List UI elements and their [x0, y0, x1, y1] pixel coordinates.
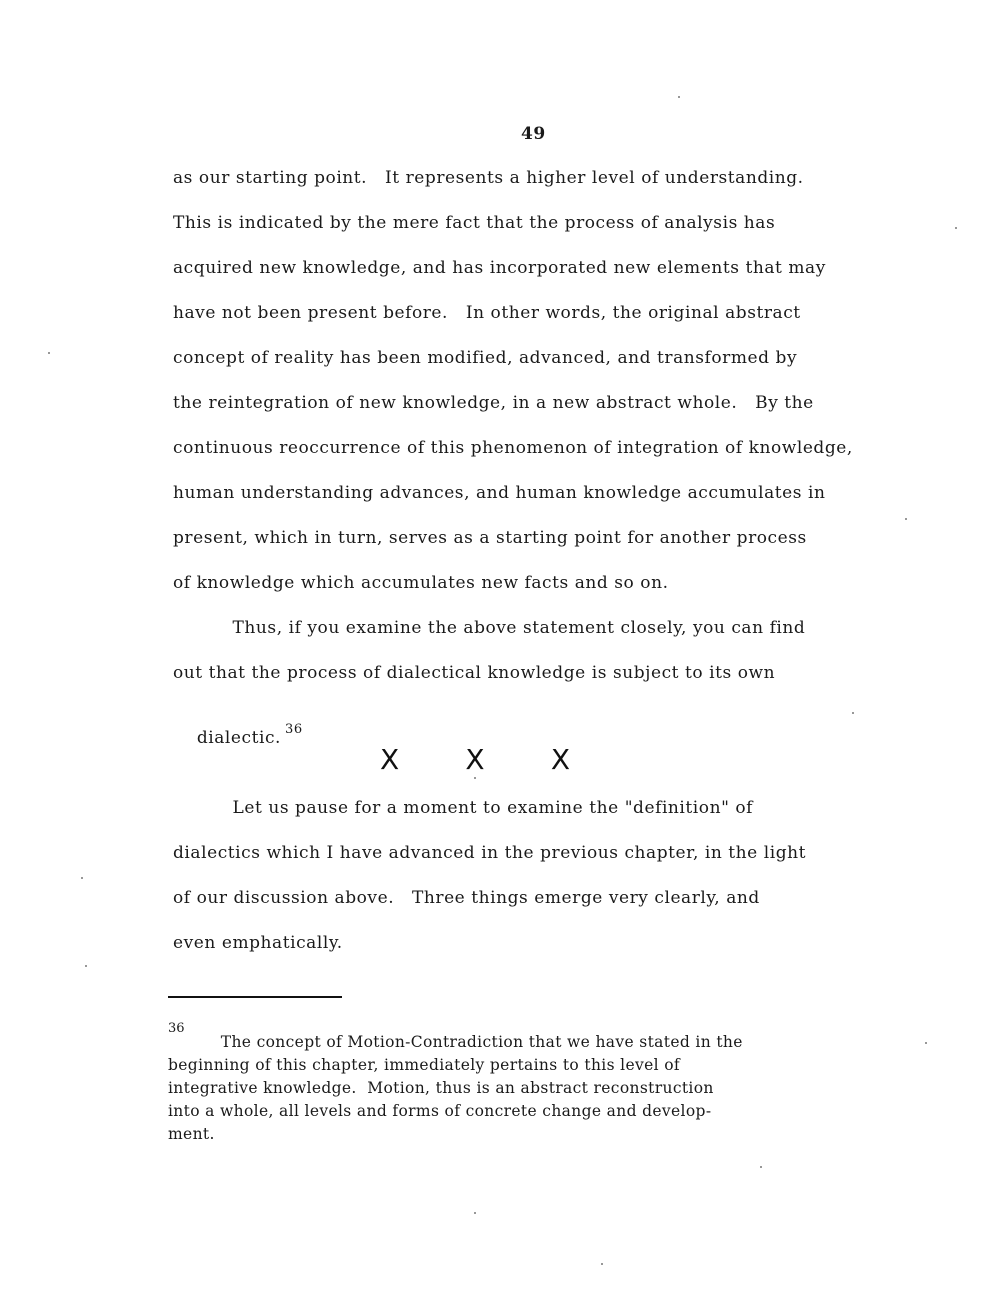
page-number: 49: [521, 124, 546, 144]
separator-mark: X: [550, 743, 570, 776]
scan-speck: [474, 1212, 476, 1214]
scan-speck: [81, 877, 83, 879]
scan-speck: [852, 712, 854, 714]
separator-mark: X: [465, 743, 485, 776]
footnote-reference: 36: [285, 722, 303, 737]
footnote-line: into a whole, all levels and forms of concrete change and develop-: [168, 1102, 712, 1120]
body-line: of our discussion above. Three things emerge very clearly, and: [173, 888, 760, 908]
body-line-text: dialectic.: [196, 728, 281, 748]
body-line-with-footnote-ref: [173, 708, 303, 768]
scan-speck: [678, 96, 680, 98]
scan-speck: [760, 1166, 762, 1168]
body-line: continuous reoccurrence of this phenomenon of integration of knowledge,: [173, 438, 853, 458]
body-line: present, which in turn, serves as a starting point for another process: [173, 528, 807, 548]
body-line: dialectics which I have advanced in the previous chapter, in the light: [173, 843, 807, 863]
body-line: Let us pause for a moment to examine the "definition" of: [173, 798, 754, 818]
body-line: Thus, if you examine the above statement closely, you can find: [173, 618, 806, 638]
footnote-line: beginning of this chapter, immediately pertains to this level of: [168, 1056, 680, 1074]
body-line: the reintegration of new knowledge, in a new abstract whole. By the: [173, 393, 814, 413]
body-line: human understanding advances, and human knowledge accumulates in: [173, 483, 826, 503]
footnote-number: 36: [168, 1021, 185, 1036]
scan-speck: [925, 1042, 927, 1044]
body-line: have not been present before. In other words, the original abstract: [173, 303, 801, 323]
body-line: acquired new knowledge, and has incorporated new elements that may: [173, 258, 826, 278]
body-line: of knowledge which accumulates new facts and so on.: [173, 573, 669, 593]
footnote-line: integrative knowledge. Motion, thus is an abstract reconstruction: [168, 1079, 714, 1097]
body-line: even emphatically.: [173, 933, 343, 953]
body-line: concept of reality has been modified, advanced, and transformed by: [173, 348, 798, 368]
scan-speck: [601, 1263, 603, 1265]
scan-speck: [48, 352, 50, 354]
body-line: out that the process of dialectical knowledge is subject to its own: [173, 663, 776, 683]
scan-speck: [85, 965, 87, 967]
section-separator: [380, 743, 570, 776]
footnote-line: ment.: [168, 1125, 215, 1143]
separator-mark: X: [380, 743, 400, 776]
footnote-divider: [168, 996, 342, 998]
scan-speck: [955, 227, 957, 229]
scan-speck: [474, 777, 476, 779]
footnote-line: The concept of Motion-Contradiction that we have stated in the: [168, 1033, 743, 1051]
body-line: This is indicated by the mere fact that the process of analysis has: [173, 213, 776, 233]
body-line: as our starting point. It represents a higher level of understanding.: [173, 168, 804, 188]
scan-speck: [905, 518, 907, 520]
